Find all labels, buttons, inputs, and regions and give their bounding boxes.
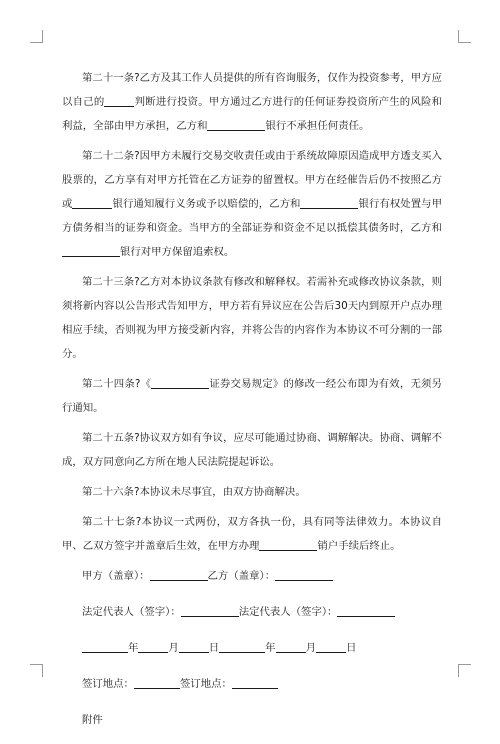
article-21: 第二十一条?乙方及其工作人员提供的所有咨询服务，仅作为投资参考，甲方应以自己的 判断进行投资。甲方通过乙方进行的任何证券投资所产生的风险和利益，全部由甲方承担，乙方和 银行不承担任何责任。	[62, 72, 443, 132]
blank-field	[151, 376, 209, 389]
blank-field	[316, 640, 346, 653]
blank-field	[300, 196, 358, 209]
blank-field	[104, 94, 134, 107]
blank-field	[219, 640, 265, 653]
blank-field	[276, 640, 306, 653]
article-22: 第二十二条?因甲方未履行交易交收责任或由于系统故障原因造成甲方透支买入股票的，乙方享有对甲方托管在乙方证券的留置权。甲方在经催告后仍不按照乙方或 银行通知履行义务或予以赔偿的，乙方和 银行有权处置与甲方债务相当的证券和资金。当甲方的全部证券和资金不足以抵偿其债务时，乙方和银行对甲方保留追索权。	[62, 150, 443, 258]
article-23: 第二十三条?乙方对本协议条款有修改和解释权。若需补充或修改协议条款，则须将新内容以公告形式告知甲方，甲方若有异议应在公告后30天内到原开户点办理相应手续，否则视为甲方接受新内容，并将公告的内容作为本协议不可分割的一部分。	[62, 276, 442, 360]
date-line: 年 月 日 年 月 日	[62, 636, 442, 660]
blank-field	[179, 640, 209, 653]
blank-field	[62, 244, 120, 257]
blank-field	[259, 538, 317, 551]
article-24: 第二十四条?《 证券交易规定》的修改一经公布即为有效，无须另行通知。	[62, 378, 443, 414]
blank-field	[181, 604, 239, 617]
attachment-label: 附件	[82, 714, 103, 726]
blank-field	[82, 640, 128, 653]
article-27: 第二十七条?本协议一式两份，双方各执一份，具有同等法律效力。本协议自甲、乙双方签字并盖章后生效，在甲方办理 销户手续后终止。	[62, 516, 442, 552]
article-25: 第二十五条?协议双方如有争议，应尽可能通过协商、调解解决。协商、调解不成，双方同意向乙方所在地人民法院提起诉讼。	[62, 432, 442, 468]
blank-field	[150, 568, 208, 581]
blank-field	[275, 568, 333, 581]
document-body	[62, 66, 442, 744]
legal-rep-line: 法定代表人（签字）： 法定代表人（签字）：	[62, 600, 442, 624]
blank-field	[138, 640, 168, 653]
crop-mark-bottom-right	[458, 664, 471, 677]
blank-field	[207, 118, 265, 131]
crop-mark-top-left	[30, 30, 43, 43]
crop-mark-top-right	[458, 30, 471, 43]
seal-line: 甲方（盖章）： 乙方（盖章）：	[62, 564, 442, 588]
blank-field	[72, 196, 112, 209]
blank-field	[232, 676, 278, 689]
place-line: 签订地点： 签订地点：	[62, 672, 442, 696]
crop-mark-bottom-left	[30, 664, 43, 677]
article-26: 第二十六条?本协议未尽事宜，由双方协商解决。	[82, 486, 306, 498]
blank-field	[337, 604, 395, 617]
blank-field	[134, 676, 180, 689]
